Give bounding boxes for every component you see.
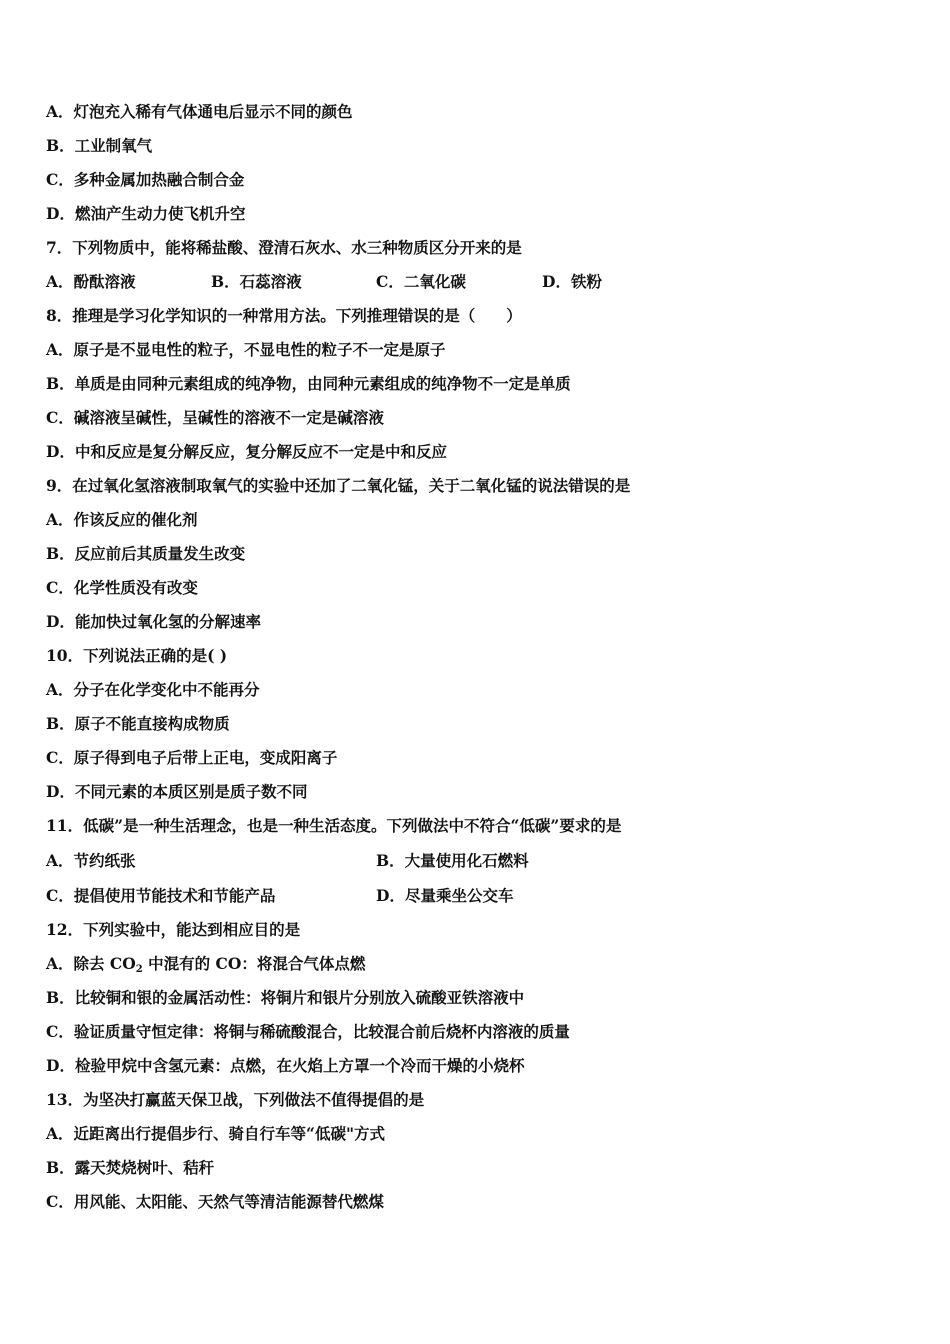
q12-option-a-pre: A．除去 CO [46, 954, 136, 973]
q12-stem: 12．下列实验中，能达到相应目的是 [46, 920, 301, 939]
q9-option-a: A．作该反应的催化剂 [46, 510, 198, 529]
q8-option-c: C．碱溶液呈碱性，呈碱性的溶液不一定是碱溶液 [46, 408, 384, 427]
q13-option-a: A．近距离出行提倡步行、骑自行车等“低碳"方式 [46, 1124, 386, 1143]
q12-option-c: C．验证质量守恒定律：将铜与稀硫酸混合，比较混合前后烧杯内溶液的质量 [46, 1022, 570, 1041]
q10-option-b: B．原子不能直接构成物质 [46, 714, 230, 733]
q7-option-d: D．铁粉 [542, 272, 602, 291]
q9-stem: 9．在过氧化氢溶液制取氧气的实验中还加了二氧化锰，关于二氧化锰的说法错误的是 [46, 476, 631, 495]
q11-option-c: C．提倡使用节能技术和节能产品 [46, 886, 276, 905]
q9-option-b: B．反应前后其质量发生改变 [46, 544, 246, 563]
q10-option-a: A．分子在化学变化中不能再分 [46, 680, 260, 699]
q10-stem: 10．下列说法正确的是( ) [46, 646, 228, 665]
q11-options-row-2 [46, 886, 646, 906]
q7-options-row [46, 272, 646, 292]
q12-option-a-post: 中混有的 CO：将混合气体点燃 [142, 954, 366, 973]
q11-option-a: A．节约纸张 [46, 851, 136, 870]
q13-stem: 13．为坚决打赢蓝天保卫战，下列做法不值得提倡的是 [46, 1090, 425, 1109]
q12-option-a-subscript: 2 [135, 964, 143, 975]
q10-option-c: C．原子得到电子后带上正电，变成阳离子 [46, 748, 338, 767]
q8-option-a: A．原子是不显电性的粒子，不显电性的粒子不一定是原子 [46, 340, 446, 359]
q7-option-a: A．酚酞溶液 [46, 272, 136, 291]
q11-option-b: B．大量使用化石燃料 [376, 851, 529, 870]
q9-option-c: C．化学性质没有改变 [46, 578, 198, 597]
q12-option-a [46, 954, 365, 980]
q6-option-c: C．多种金属加热融合制合金 [46, 170, 245, 189]
q13-option-b: B．露天焚烧树叶、秸秆 [46, 1158, 215, 1177]
q12-option-d: D．检验甲烷中含氢元素：点燃，在火焰上方罩一个冷而干燥的小烧杯 [46, 1056, 525, 1075]
q12-option-b: B．比较铜和银的金属活动性：将铜片和银片分别放入硫酸亚铁溶液中 [46, 988, 525, 1007]
q8-stem: 8．推理是学习化学知识的一种常用方法。下列推理错误的是（ ） [46, 306, 522, 325]
q7-stem: 7．下列物质中，能将稀盐酸、澄清石灰水、水三种物质区分开来的是 [46, 238, 522, 257]
q11-option-d: D．尽量乘坐公交车 [376, 886, 514, 905]
q8-option-d: D．中和反应是复分解反应，复分解反应不一定是中和反应 [46, 442, 447, 461]
q11-stem: 11．低碳”是一种生活理念，也是一种生活态度。下列做法中不符合“低碳”要求的是 [46, 816, 622, 835]
q9-option-d: D．能加快过氧化氢的分解速率 [46, 612, 261, 631]
q7-option-b: B．石蕊溶液 [211, 272, 302, 291]
q6-option-b: B．工业制氧气 [46, 136, 153, 155]
q13-option-c: C．用风能、太阳能、天然气等清洁能源替代燃煤 [46, 1192, 384, 1211]
q6-option-a: A．灯泡充入稀有气体通电后显示不同的颜色 [46, 102, 353, 121]
q6-option-d: D．燃油产生动力使飞机升空 [46, 204, 246, 223]
q8-option-b: B．单质是由同种元素组成的纯净物，由同种元素组成的纯净物不一定是单质 [46, 374, 571, 393]
q7-option-c: C．二氧化碳 [376, 272, 466, 291]
q11-options-row-1 [46, 851, 646, 871]
q10-option-d: D．不同元素的本质区别是质子数不同 [46, 782, 308, 801]
